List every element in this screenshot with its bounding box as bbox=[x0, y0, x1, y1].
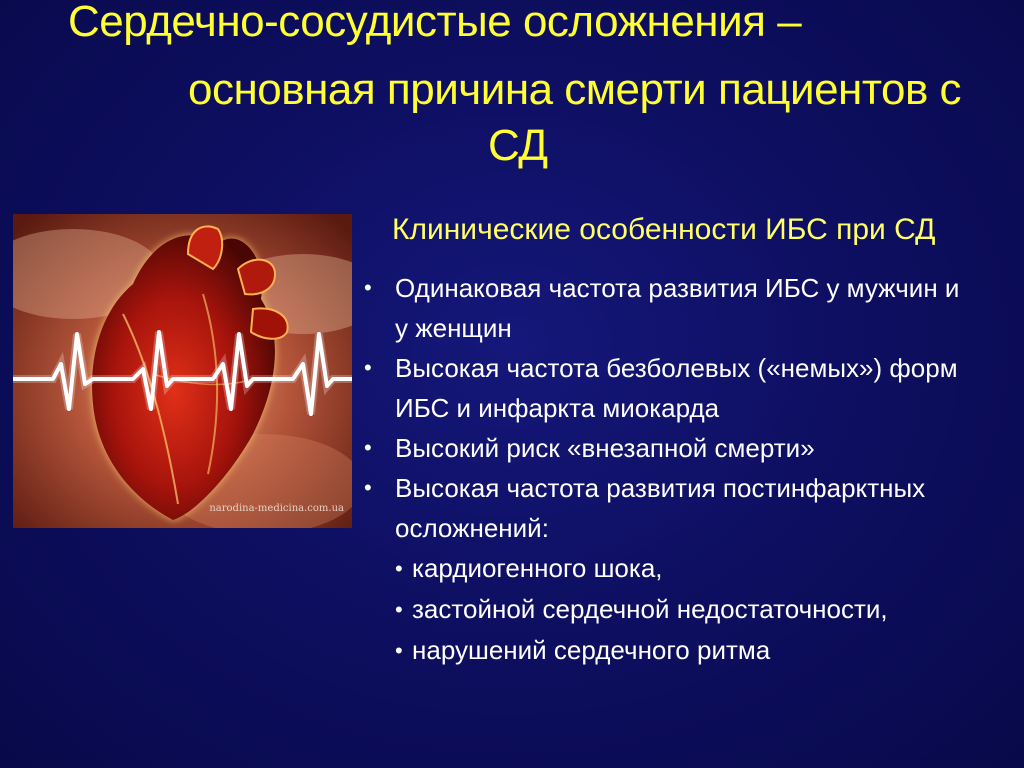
bullet-icon: • bbox=[364, 275, 372, 300]
bullet-list bbox=[364, 268, 1014, 671]
sub-bullet-icon: • bbox=[395, 638, 403, 663]
list-item bbox=[364, 348, 1014, 428]
title-line-3: СД bbox=[488, 121, 548, 170]
sub-list-item bbox=[364, 548, 1014, 589]
title-line-1: Сердечно-сосудистые осложнения – bbox=[68, 0, 802, 46]
image-watermark: narodina-medicina.com.ua bbox=[209, 503, 344, 514]
sub-bullet-text: кардиогенного шока, bbox=[412, 553, 663, 583]
slide-title bbox=[0, 0, 1024, 180]
sub-bullet-icon: • bbox=[395, 556, 403, 581]
bullet-text: Высокая частота развития постинфарктных bbox=[395, 473, 926, 503]
bullet-text-continued: ИБС и инфаркта миокарда bbox=[395, 393, 720, 423]
bullet-text-continued: осложнений: bbox=[395, 513, 549, 543]
heart-ecg-image bbox=[13, 214, 352, 528]
sub-bullet-icon: • bbox=[395, 597, 403, 622]
bullet-icon: • bbox=[364, 435, 372, 460]
list-item bbox=[364, 268, 1014, 348]
title-line-2: основная причина смерти пациентов с bbox=[188, 65, 962, 114]
sub-bullet-text: нарушений сердечного ритма bbox=[412, 635, 771, 665]
heart-illustration bbox=[13, 214, 352, 528]
bullet-text-continued: у женщин bbox=[395, 313, 512, 343]
bullet-icon: • bbox=[364, 355, 372, 380]
sub-list-item bbox=[364, 589, 1014, 630]
sub-list-item bbox=[364, 630, 1014, 671]
slide-subtitle: Клинические особенности ИБС при СД bbox=[392, 213, 936, 246]
sub-bullet-text: застойной сердечной недостаточности, bbox=[412, 594, 888, 624]
bullet-text: Одинаковая частота развития ИБС у мужчин и bbox=[395, 273, 960, 303]
bullet-icon: • bbox=[364, 475, 372, 500]
list-item bbox=[364, 428, 1014, 468]
bullet-text: Высокий риск «внезапной смерти» bbox=[395, 433, 815, 463]
list-item bbox=[364, 468, 1014, 548]
bullet-text: Высокая частота безболевых («немых») форм bbox=[395, 353, 958, 383]
